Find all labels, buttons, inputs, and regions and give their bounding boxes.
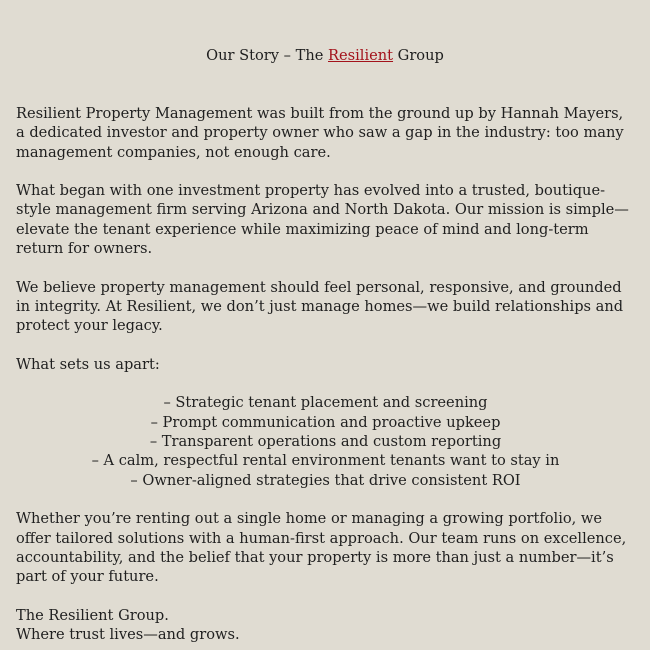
list-item: – Owner-aligned strategies that drive consistent ROI <box>130 471 521 489</box>
closing-paragraph: Whether you’re renting out a single home or managing a growing portfolio, we offer tailored solutions with a human-first approach. Our team runs on excellence, accountability, and the belief that your property is more than just a number—it’s part of your future. <box>16 510 627 586</box>
signature <box>16 606 635 645</box>
list-item: – Transparent operations and custom reporting <box>149 433 502 451</box>
signature-line-1: The Resilient Group. <box>16 606 169 624</box>
page-title <box>0 46 650 65</box>
mission-paragraph: What began with one investment property has evolved into a trusted, boutique-style management firm serving Arizona and North Dakota. Our mission is simple—elevate the tenant experience while maximizing peace of mind and long-term return for owners. <box>16 182 629 258</box>
signature-line-2: Where trust lives—and grows. <box>16 626 240 644</box>
belief-paragraph: We believe property management should feel personal, responsive, and grounded in integrity. At Resilient, we don’t just manage homes—we build relationships and protect your legacy. <box>16 278 624 335</box>
apart-list <box>16 393 635 489</box>
list-item: – A calm, respectful rental environment tenants want to stay in <box>91 452 560 470</box>
apart-label: What sets us apart: <box>16 355 160 373</box>
title-suffix: Group <box>393 47 444 64</box>
list-item: – Prompt communication and proactive upkeep <box>150 413 501 431</box>
resilient-link[interactable]: Resilient <box>328 47 394 64</box>
list-item: – Strategic tenant placement and screening <box>163 394 488 412</box>
intro-paragraph: Resilient Property Management was built from the ground up by Hannah Mayers, a dedicated investor and property owner who saw a gap in the industry: too many management companies, not enough care. <box>16 105 624 161</box>
title-prefix: Our Story – The <box>206 47 328 64</box>
story-content <box>16 104 635 644</box>
